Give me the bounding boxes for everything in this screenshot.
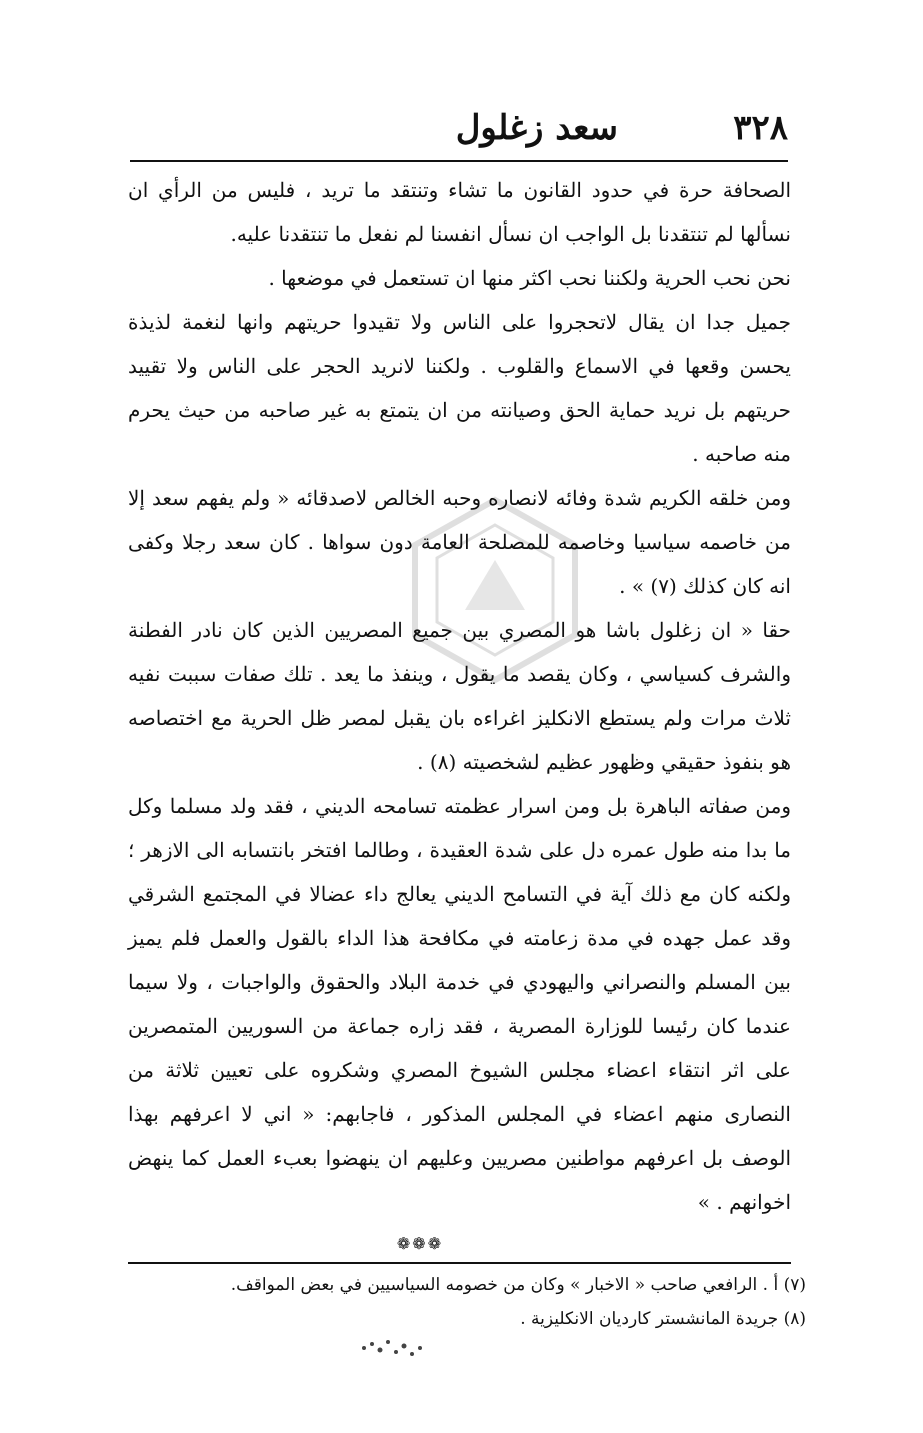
running-title: سعد زغلول bbox=[455, 108, 618, 148]
page-header bbox=[130, 108, 788, 154]
paragraph-4: ومن خلقه الكريم شدة وفائه لانصاره وحبه الخالص لاصدقائه « ولم يفهم سعد إلا من خاصمه سياسيا وخاصمه للمصلحة العامة دون سواها . كان سعد رجلا وكفى انه كان كذلك (٧) » . bbox=[128, 486, 791, 598]
footnote-rule bbox=[128, 1262, 791, 1264]
library-stamp bbox=[356, 1334, 428, 1362]
paragraph-3: جميل جدا ان يقال لاتحجروا على الناس ولا تقيدوا حريتهم وانها لنغمة لذيذة يحسن وقعها في الاسماع والقلوب . ولكننا لانريد الحجر على الناس ولا تقييد حريتهم بل نريد حماية الحق وصيانته من ان يتمتع به غير صاحبه من حيث يحرم منه صاحبه . bbox=[128, 310, 791, 466]
footnote-8: (٨) جريدة المانشستر كارديان الانكليزية . bbox=[520, 1309, 806, 1329]
header-rule bbox=[130, 160, 788, 162]
footnotes bbox=[128, 1268, 806, 1336]
page-body bbox=[128, 168, 791, 1224]
paragraph-6: ومن صفاته الباهرة بل ومن اسرار عظمته تسامحه الديني ، فقد ولد مسلما وكل ما بدا منه طول عمره دل على شدة العقيدة ، وطالما افتخر بانتسابه الى الازهر ؛ ولكنه كان مع ذلك آية في التسامح الديني يعالج داء عضالا في المجتمع الشرقي وقد عمل جهده في مدة زعامته في مكافحة هذا الداء بالقول والعمل فلم يميز بين المسلم والنصراني واليهودي في خدمة البلاد والحقوق والواجبات ، ولا سيما عندما كان رئيسا للوزارة المصرية ، فقد زاره جماعة من السوريين المتمصرين على اثر انتقاء اعضاء مجلس الشيوخ المصري وشكروه على تعيين ثلاثة من النصارى منهم اعضاء في المجلس المذكور ، فاجابهم: « اني لا اعرفهم بهذا الوصف بل اعرفهم مواطنين مصريين وعليهم ان ينهضوا بعبء العمل كما ينهض اخوانهم . » bbox=[128, 794, 792, 1214]
footnote-7: (٧) أ . الرافعي صاحب « الاخبار » وكان من خصومه السياسيين في بعض المواقف. bbox=[230, 1275, 806, 1295]
paragraph-5: حقا « ان زغلول باشا هو المصري بين جميع المصريين الذين كان نادر الفطنة والشرف كسياسي ، وكان يقصد ما يقول ، وينفذ ما يعد . تلك صفات سببت نفيه ثلاث مرات ولم يستطع الانكليز اغراءه بان يقبل لمصر ظل الحرية مع اختصاصه هو بنفوذ حقيقي وظهور عظيم لشخصيته (٨) . bbox=[128, 618, 791, 774]
page-number: ٣٢٨ bbox=[733, 108, 788, 148]
section-ornament: ❁❁❁ bbox=[396, 1234, 444, 1253]
paragraph-2: نحن نحب الحرية ولكننا نحب اكثر منها ان تستعمل في موضعها . bbox=[268, 266, 791, 290]
paragraph-1: الصحافة حرة في حدود القانون ما تشاء وتنتقد ما تريد ، فليس من الرأي ان نسألها لم تنتقدنا بل الواجب ان نسأل انفسنا لم نفعل ما تنتقدنا عليه. bbox=[128, 178, 792, 246]
